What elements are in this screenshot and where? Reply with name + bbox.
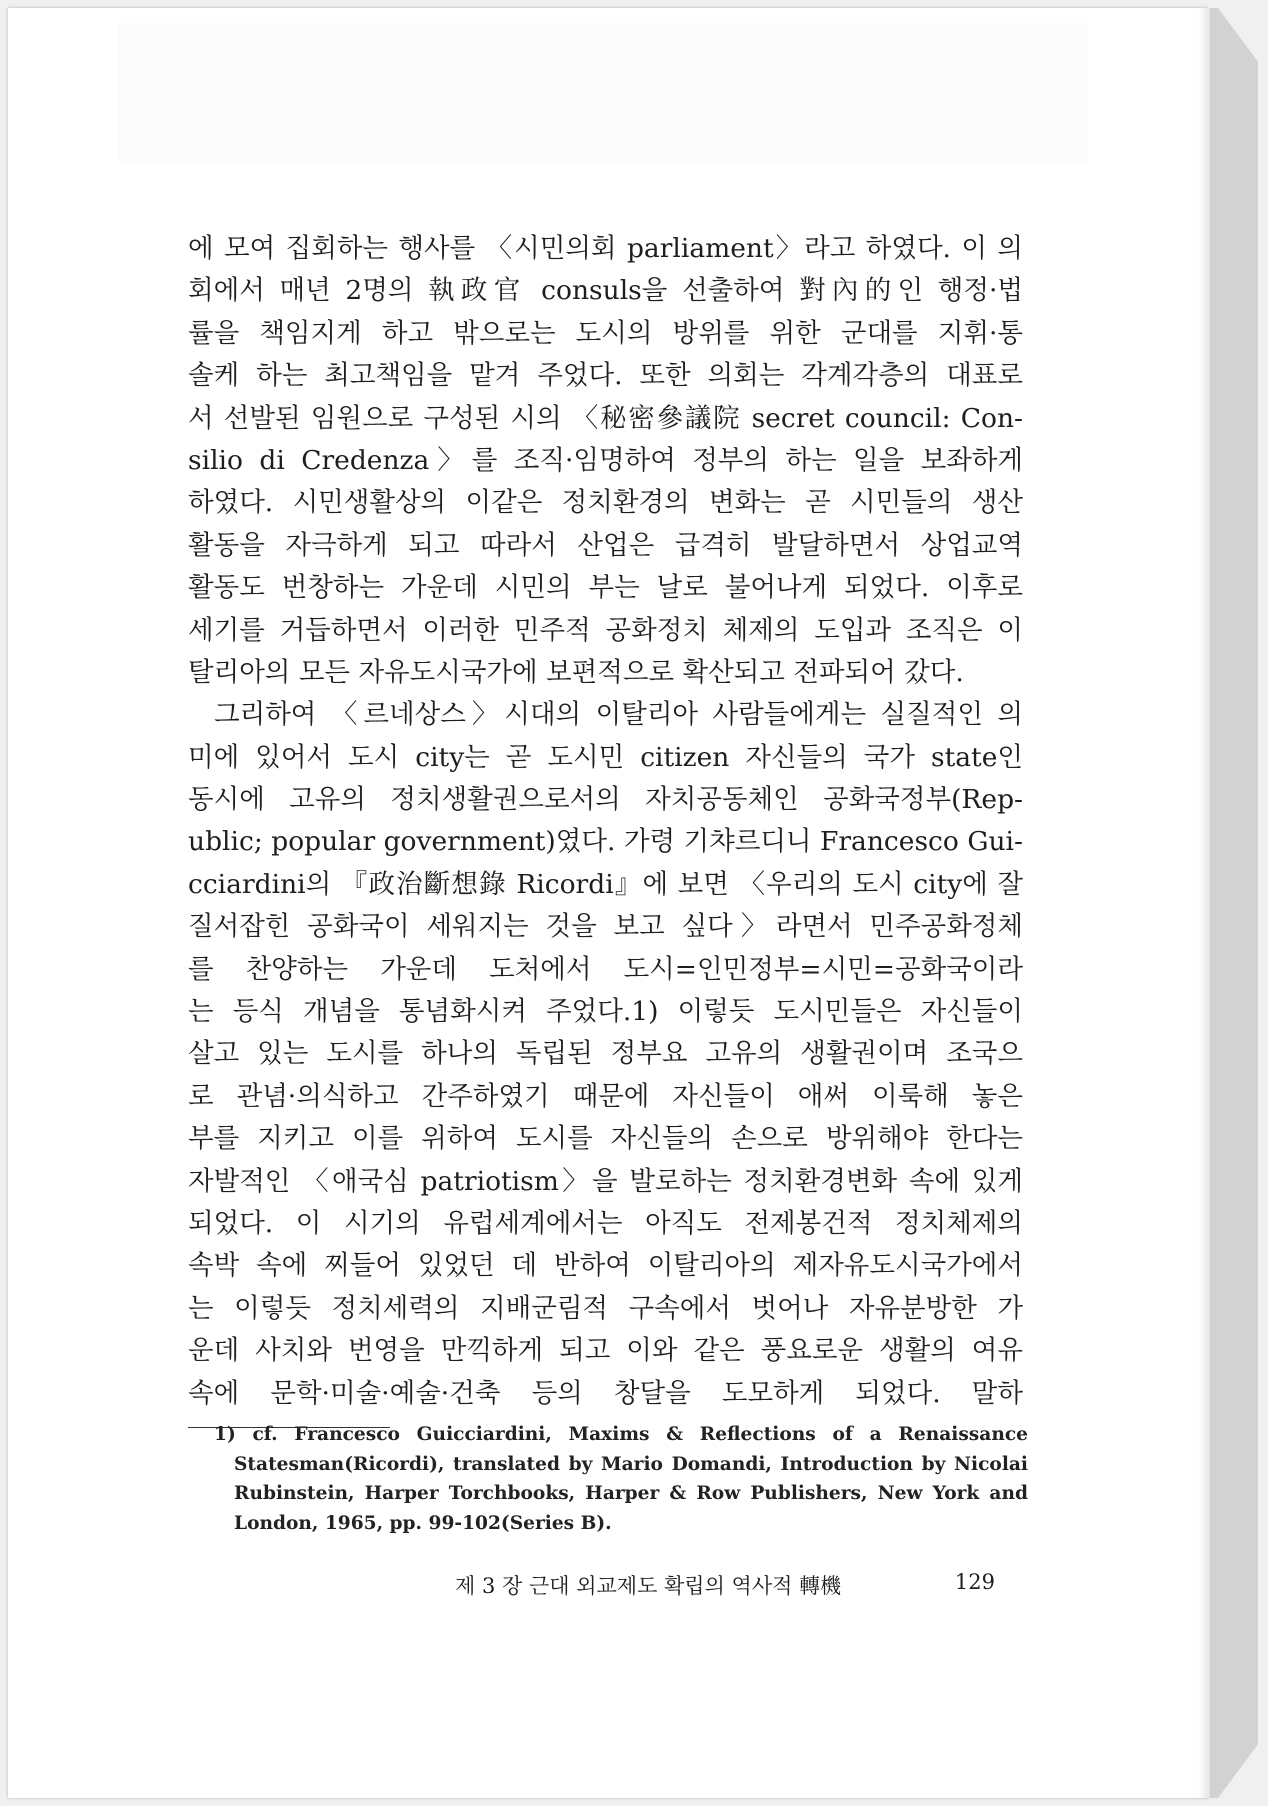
text-line: ublic; popular government)였다. 가령 기챠르디니 Francesco Gui- — [188, 826, 1023, 858]
footnote-line: 1) cf. Francesco Guicciardini, Maxims & Reflections of a Renaissance — [214, 1424, 1028, 1445]
text-line: 활동을 자극하게 되고 따라서 산업은 급격히 발달하면서 상업교역 — [188, 529, 1023, 561]
text-line: 살고 있는 도시를 하나의 독립된 정부요 고유의 생활권이며 조국으 — [188, 1038, 1023, 1070]
text-line: 부를 지키고 이를 위하여 도시를 자신들의 손으로 방위해야 한다는 — [188, 1123, 1023, 1155]
text-line: 회에서 매년 2명의 執政官 consuls을 선출하여 對內的인 행정·법 — [188, 275, 1023, 307]
text-line: 서 선발된 임원으로 구성된 시의 〈秘密參議院 secret council: Con- — [188, 402, 1023, 434]
text-line: 는 이렇듯 정치세력의 지배군림적 구속에서 벗어나 자유분방한 가 — [188, 1292, 1023, 1324]
text-line: 률을 책임지게 하고 밖으로는 도시의 방위를 위한 군대를 지휘·통 — [188, 317, 1023, 349]
page-header-area — [118, 23, 1088, 163]
text-line: 운데 사치와 번영을 만끽하게 되고 이와 같은 풍요로운 생활의 여유 — [188, 1335, 1023, 1367]
text-line: silio di Credenza〉를 조직·임명하여 정부의 하는 일을 보좌하게 — [188, 444, 1023, 476]
page-fold — [1198, 8, 1210, 1798]
text-line: 동시에 고유의 정치생활권으로서의 자치공동체인 공화국정부(Rep- — [188, 784, 1023, 816]
text-line: 에 모여 집회하는 행사를 〈시민의회 parliament〉라고 하였다. 이 의 — [188, 233, 1023, 264]
text-line: 그리하여 〈르네상스〉시대의 이탈리아 사람들에게는 실질적인 의 — [214, 699, 1023, 731]
text-line: 미에 있어서 도시 city는 곧 도시민 citizen 자신들의 국가 state인 — [188, 741, 1023, 773]
text-line: 활동도 번창하는 가운데 시민의 부는 날로 불어나게 되었다. 이후로 — [188, 572, 1023, 604]
text-line: 하였다. 시민생활상의 이같은 정치환경의 변화는 곧 시민들의 생산 — [188, 487, 1023, 519]
text-line: cciardini의 『政治斷想錄 Ricordi』에 보면 〈우리의 도시 city에 잘 — [188, 868, 1023, 900]
footnote-line: Rubinstein, Harper Torchbooks, Harper & Row Publishers, New York and — [234, 1483, 1028, 1504]
text-line: 자발적인 〈애국심 patriotism〉을 발로하는 정치환경변화 속에 있게 — [188, 1165, 1023, 1197]
footnote-line: Statesman(Ricordi), translated by Mario Domandi, Introduction by Nicolai — [234, 1453, 1028, 1475]
text-line: 속박 속에 찌들어 있었던 데 반하여 이탈리아의 제자유도시국가에서 — [188, 1250, 1023, 1282]
text-line: 솔케 하는 최고책임을 맡겨 주었다. 또한 의회는 각계각층의 대표로 — [188, 360, 1023, 392]
running-footer — [455, 1570, 995, 1600]
chapter-title: 제 3 장 근대 외교제도 확립의 역사적 轉機 — [455, 1574, 842, 1598]
text-line: 탈리아의 모든 자유도시국가에 보편적으로 확산되고 전파되어 갔다. — [188, 656, 964, 688]
footnote-line: London, 1965, pp. 99-102(Series B). — [234, 1512, 612, 1534]
page-edge-shadow — [1208, 8, 1258, 1798]
text-line: 질서잡힌 공화국이 세워지는 것을 보고 싶다〉라면서 민주공화정체 — [188, 911, 1023, 943]
text-line: 세기를 거듭하면서 이러한 민주적 공화정치 체제의 도입과 조직은 이 — [188, 614, 1023, 646]
text-line: 는 등식 개념을 통념화시켜 주었다.1) 이렇듯 도시민들은 자신들이 — [188, 996, 1023, 1028]
page-number: 129 — [954, 1570, 995, 1594]
footnote — [188, 1420, 1028, 1538]
text-line: 속에 문학·미술·예술·건축 등의 창달을 도모하게 되었다. 말하 — [188, 1377, 1023, 1409]
body-text — [188, 228, 1023, 1415]
text-line: 로 관념·의식하고 간주하였기 때문에 자신들이 애써 이룩해 놓은 — [188, 1080, 1023, 1112]
text-line: 를 찬양하는 가운데 도처에서 도시=인민정부=시민=공화국이라 — [188, 953, 1023, 985]
text-line: 되었다. 이 시기의 유럽세계에서는 아직도 전제봉건적 정치체제의 — [188, 1207, 1023, 1239]
